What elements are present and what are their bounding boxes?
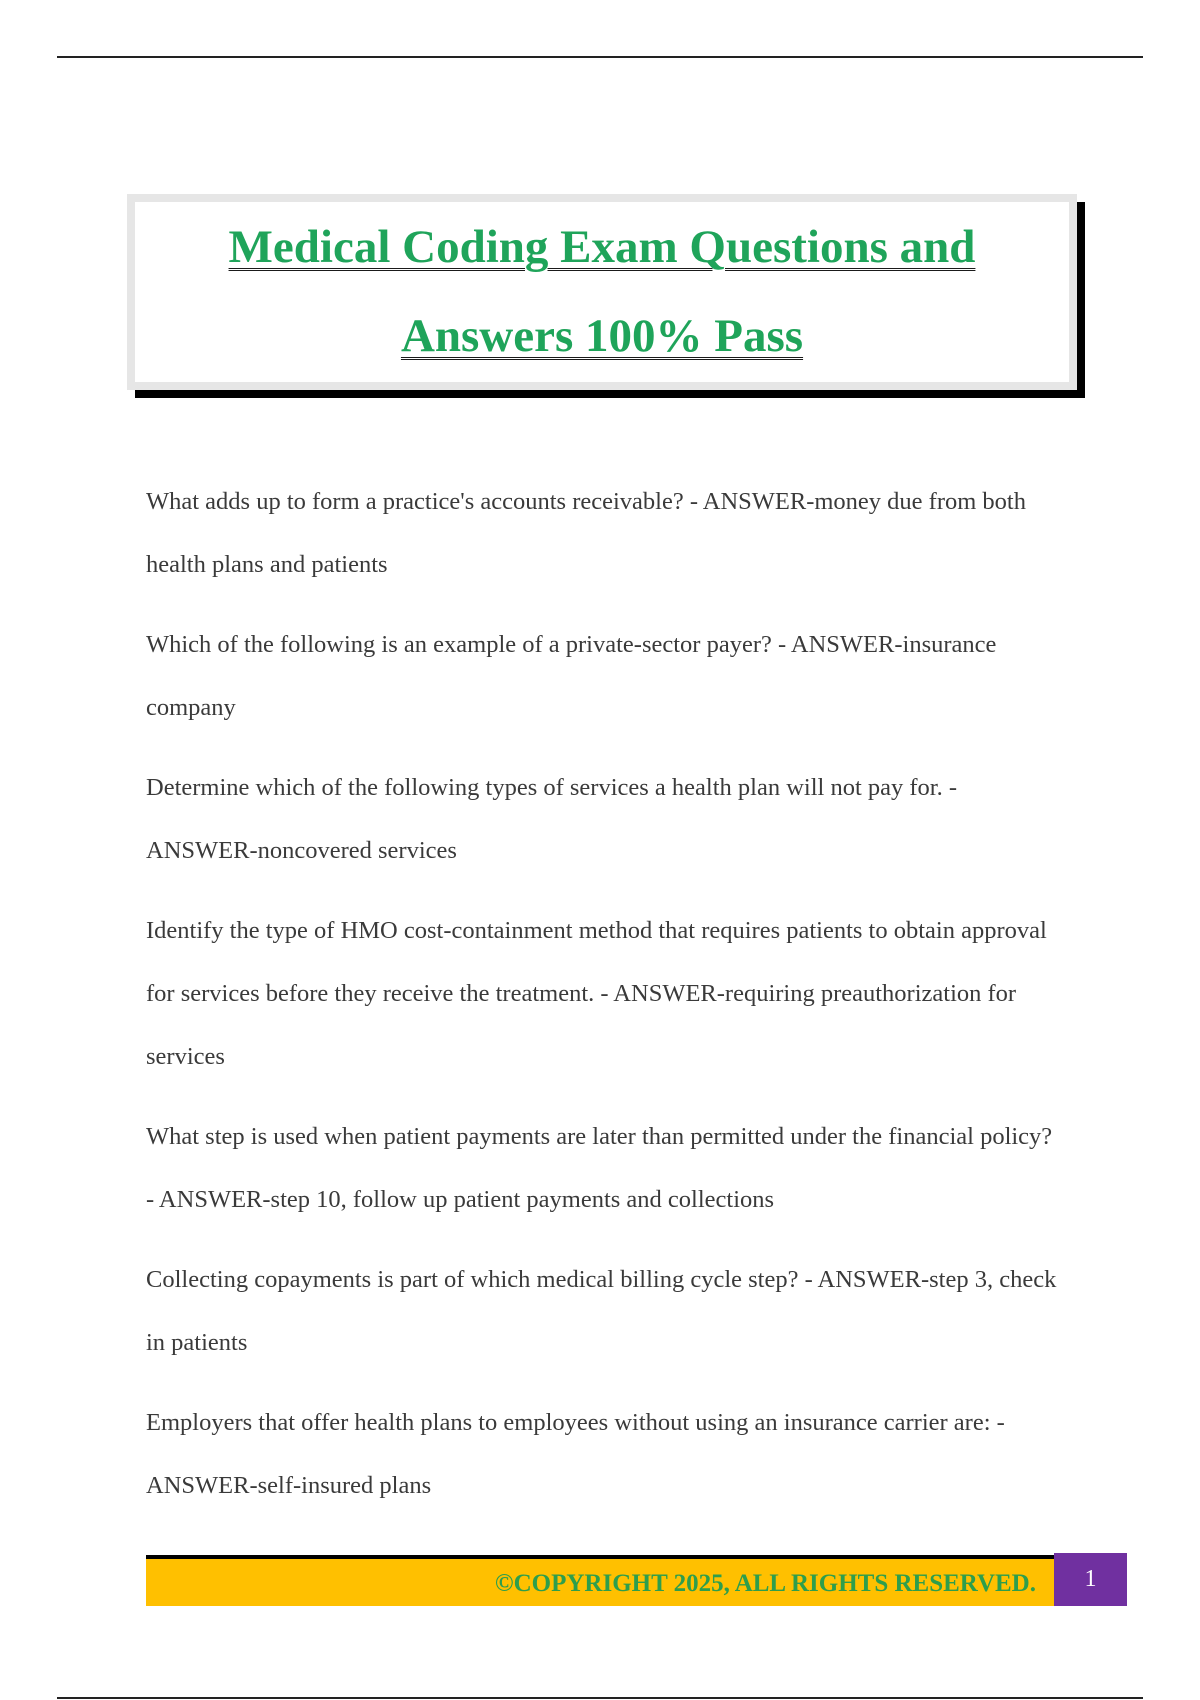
title-box — [127, 194, 1077, 390]
title-block — [127, 194, 1077, 390]
footer-bar — [146, 1555, 1054, 1606]
page-title-line-1: Medical Coding Exam Questions and — [228, 221, 976, 273]
qa-item: Determine which of the following types of services a health plan will not pay for. - ANSWER-noncovered services — [146, 774, 958, 864]
qa-item: What step is used when patient payments are later than permitted under the financial policy? - ANSWER-step 10, follow up patient payments and collections — [146, 1123, 1053, 1213]
qa-item: Collecting copayments is part of which medical billing cycle step? - ANSWER-step 3, check in patients — [146, 1266, 1057, 1356]
copyright-notice: ©COPYRIGHT 2025, ALL RIGHTS RESERVED. — [494, 1570, 1036, 1597]
page-number: 1 — [1054, 1553, 1127, 1606]
top-rule — [57, 56, 1143, 58]
qa-item: What adds up to form a practice's accounts receivable? - ANSWER-money due from both health plans and patients — [146, 488, 1026, 578]
page-title-line-2: Answers 100% Pass — [400, 310, 804, 362]
qa-item: Identify the type of HMO cost-containment method that requires patients to obtain approval for services before they receive the treatment. - ANSWER-requiring preauthorization for services — [146, 917, 1047, 1070]
qa-list — [146, 470, 1066, 1534]
qa-item: Which of the following is an example of a private-sector payer? - ANSWER-insurance company — [146, 631, 997, 721]
qa-item: Employers that offer health plans to employees without using an insurance carrier are: - ANSWER-self-insured plans — [146, 1409, 1005, 1499]
bottom-rule — [57, 1697, 1143, 1699]
